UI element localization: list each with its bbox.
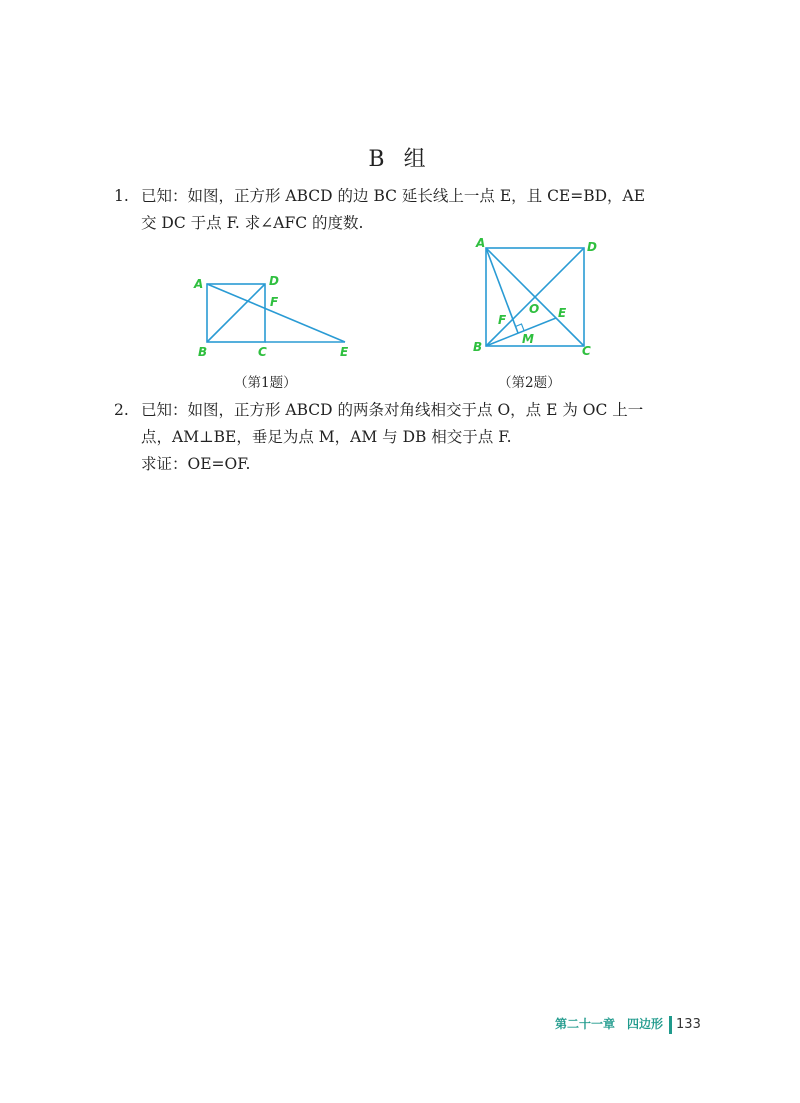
problem-1-number: 1. bbox=[114, 187, 129, 205]
group-heading: B 组 bbox=[368, 147, 432, 172]
figure-1-diagonal-bd bbox=[207, 284, 265, 342]
footer-chapter: 第二十一章 bbox=[555, 1017, 616, 1031]
figure-1-caption: （第1题） bbox=[234, 375, 297, 391]
page-number: 133 bbox=[676, 1017, 701, 1032]
figure-1-segment-ae bbox=[207, 284, 345, 342]
figure-1-label-c: C bbox=[258, 345, 267, 359]
problem-2-line-2: 点，AM⊥BE，垂足为点 M，AM 与 DB 相交于点 F. bbox=[141, 428, 512, 446]
figure-2-lines bbox=[486, 248, 584, 346]
problem-1-line-1: 已知：如图，正方形 ABCD 的边 BC 延长线上一点 E，且 CE=BD，AE bbox=[141, 187, 646, 205]
figure-2-label-b: B bbox=[473, 340, 483, 354]
footer-section: 四边形 bbox=[627, 1017, 664, 1031]
figure-1 bbox=[190, 270, 370, 365]
figure-2-label-o: O bbox=[529, 302, 540, 316]
problem-1-line-2: 交 DC 于点 F. 求∠AFC 的度数. bbox=[141, 214, 364, 232]
problem-1 bbox=[114, 183, 684, 237]
figure-2-label-a: A bbox=[476, 236, 486, 250]
problem-2 bbox=[114, 397, 684, 478]
figure-1-label-a: A bbox=[194, 277, 204, 291]
figure-2-label-m: M bbox=[522, 332, 534, 346]
figure-2-label-f: F bbox=[498, 313, 507, 327]
problem-2-line-1: 已知：如图，正方形 ABCD 的两条对角线相交于点 O，点 E 为 OC 上一 bbox=[141, 401, 644, 419]
problem-2-number: 2. bbox=[114, 401, 129, 419]
figure-1-label-d: D bbox=[269, 274, 279, 288]
figure-1-label-e: E bbox=[340, 345, 349, 359]
footer-divider bbox=[669, 1016, 672, 1034]
figure-2-label-c: C bbox=[582, 344, 591, 358]
figure-2-segment-be bbox=[486, 318, 556, 346]
figure-1-label-b: B bbox=[198, 345, 208, 359]
figure-1-label-f: F bbox=[270, 295, 279, 309]
figure-2-label-e: E bbox=[558, 306, 567, 320]
figure-2-caption: （第2题） bbox=[498, 375, 561, 391]
figure-1-lines bbox=[207, 284, 345, 342]
page-footer bbox=[555, 1015, 701, 1034]
problem-2-line-3: 求证：OE=OF. bbox=[141, 455, 251, 473]
figure-2 bbox=[470, 235, 600, 365]
figure-2-label-d: D bbox=[587, 240, 597, 254]
